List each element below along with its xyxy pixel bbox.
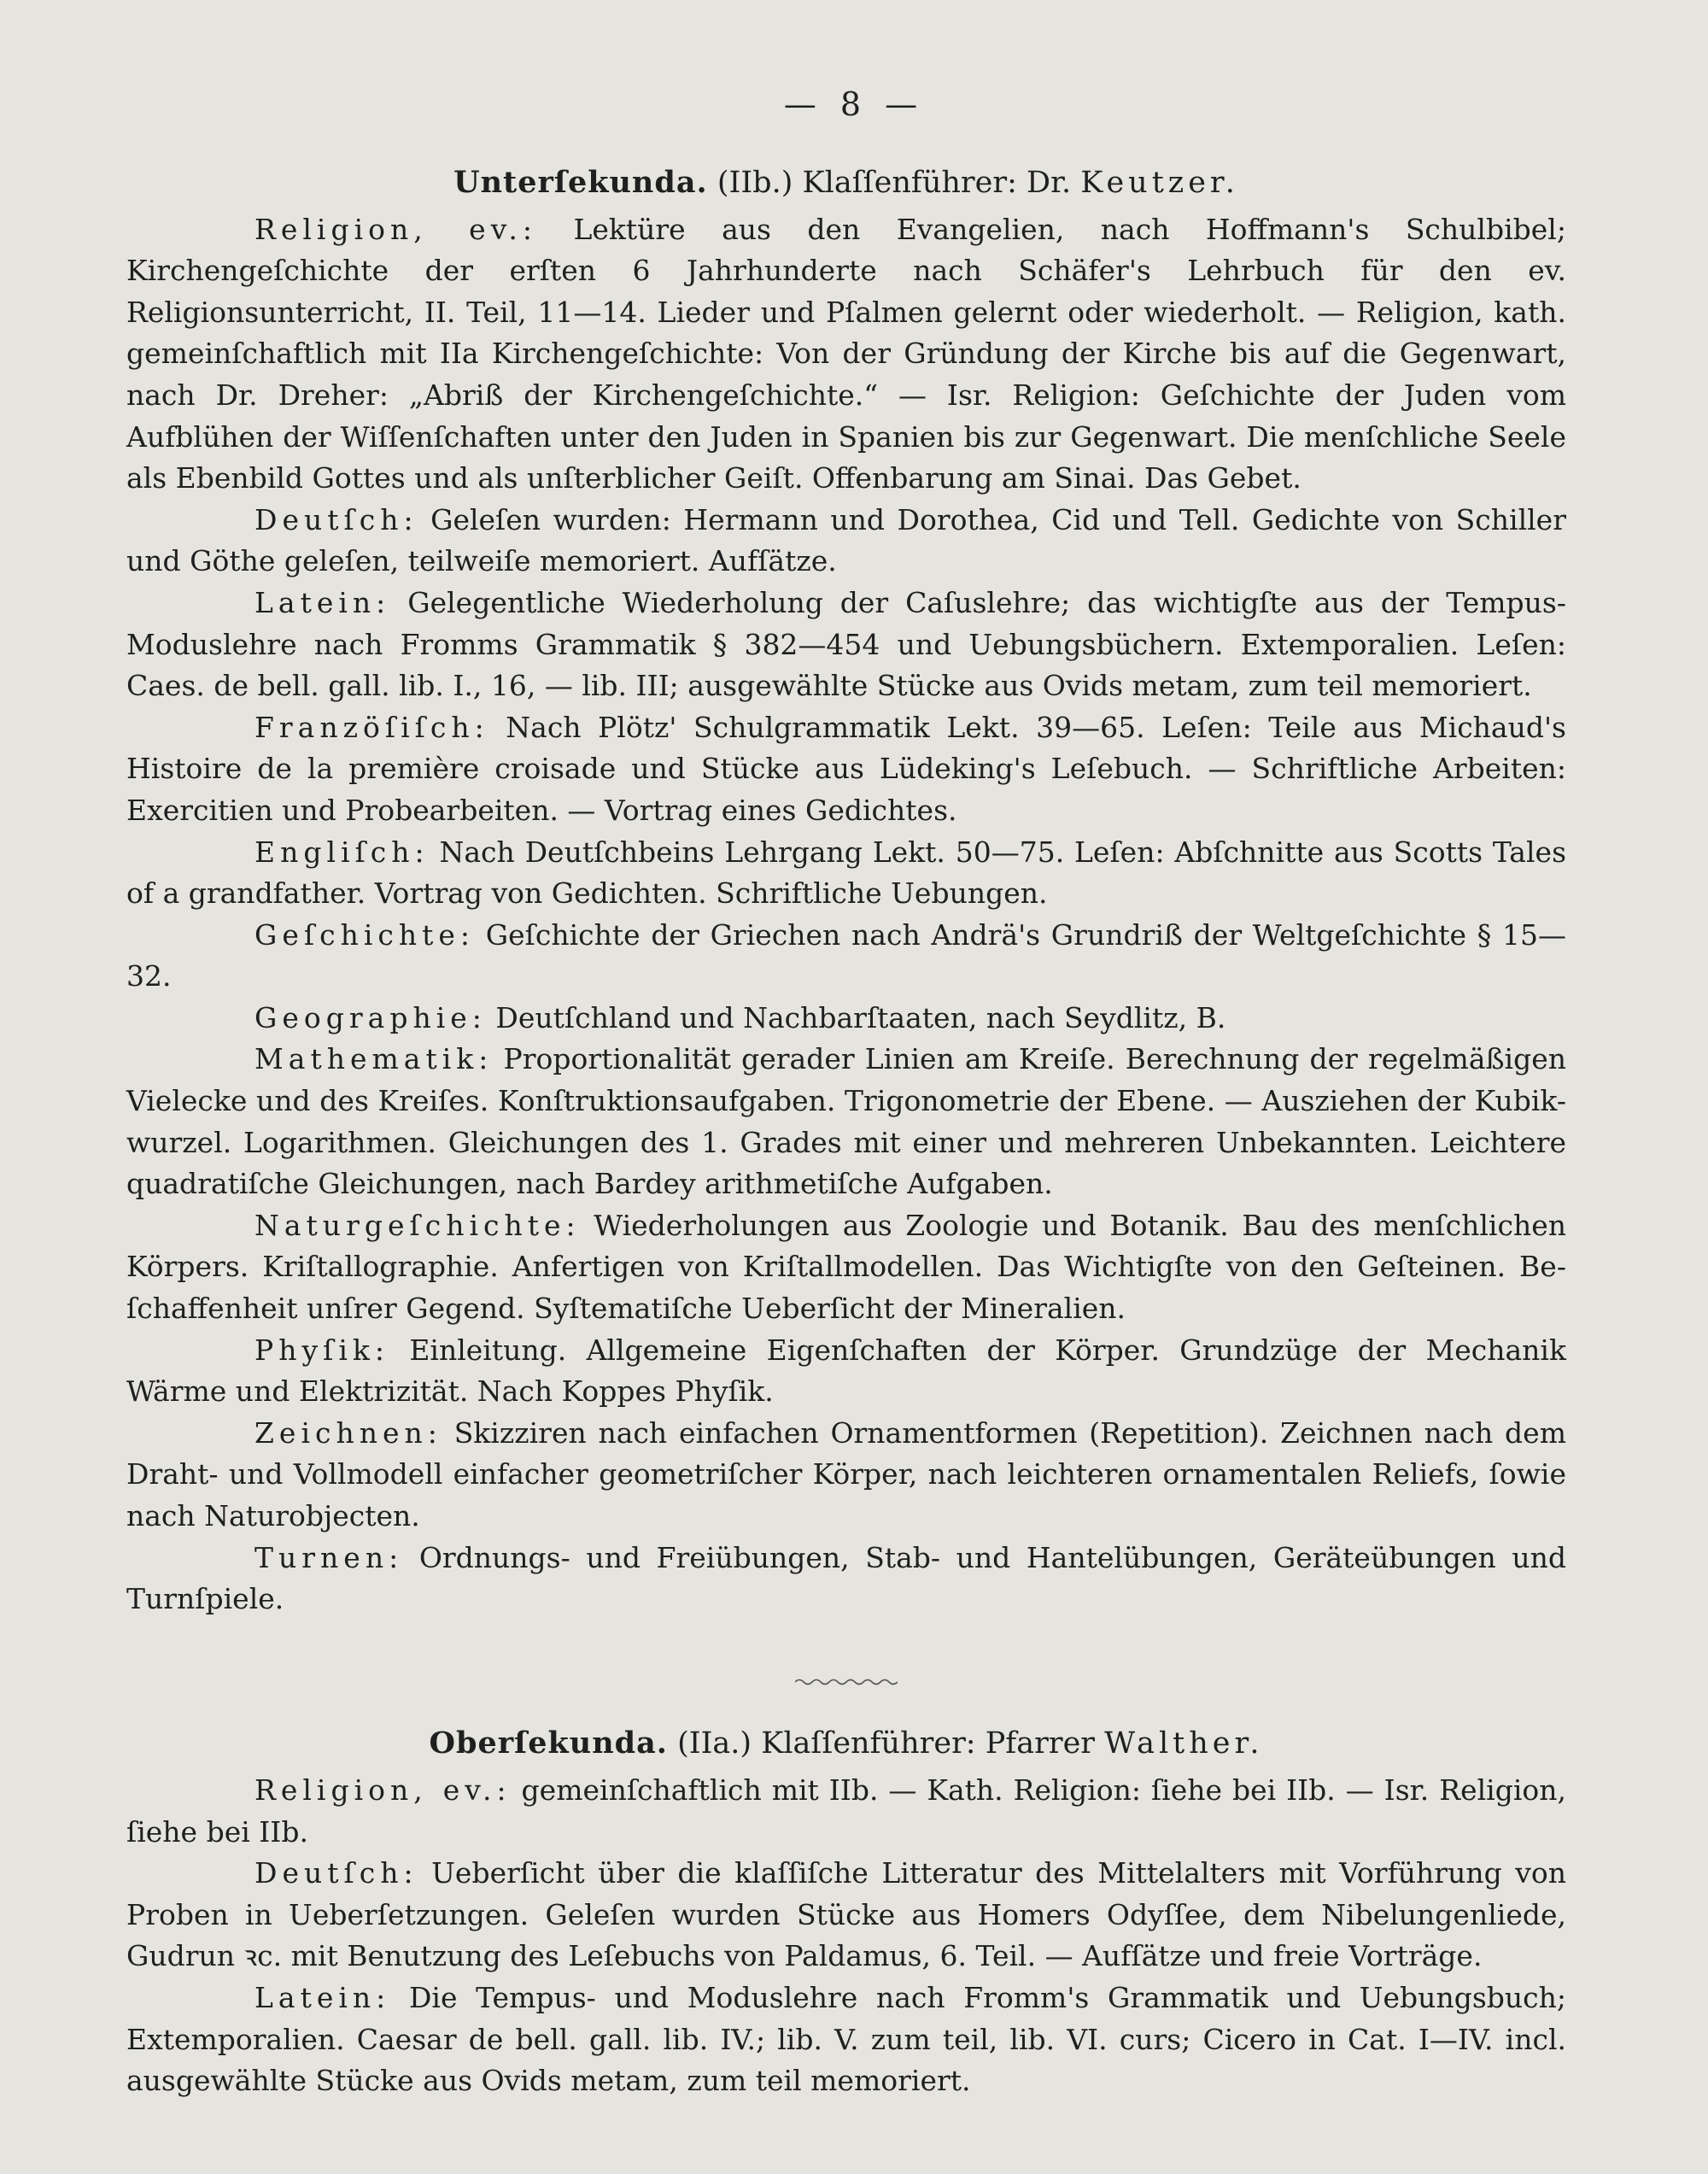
subject-text: Proportionalität gerader Linien am Kreiſe. Berechnung der regelmäßigen Vielecke und des Kreiſes. Konſtruktionsaufgaben. Trigonometrie der Ebene. — Ausziehen der Kubik- wurzel. Logarithmen. Gleichungen des 1. Grades mit einer und mehreren Unbekannten. Leichtere quadratiſche Gleichungen, nach Bardey arithmetiſche Aufgaben.: [126, 1042, 1567, 1201]
section-divider: [126, 1658, 1566, 1700]
subject-name: Franzöſiſch:: [254, 710, 489, 744]
subject-name: Geographie:: [254, 1000, 487, 1034]
subject-paragraph: [126, 500, 1566, 583]
subject-text: Wiederholungen aus Zoologie und Botanik. Bau des menſchlichen Körpers. Kriſtallographie. Anfertigen von Kriſtallmodellen. Das Wichtigſte von den Geſteinen. Be- ſchaffenheit unſrer Gegend. Syſtematiſche Ueberſicht der Mineralien.: [126, 1208, 1566, 1326]
subject-paragraph: [126, 583, 1566, 707]
subject-paragraph: [126, 1770, 1566, 1853]
wavy-divider-ornament: [795, 1676, 898, 1688]
section-obersekunda: [126, 1723, 1566, 2101]
subject-text: Gelegentliche Wiederholung der Caſuslehre; das wichtigſte aus der Tempus- Moduslehre nach Fromms Grammatik § 382—454 und Uebungsbüchern. Extemporalien. Leſen: Caes. de bell. gall. lib. I., 16, — lib. III; ausgewählte Stücke aus Ovids metam, zum teil memoriert.: [126, 585, 1566, 703]
class-leader-label: Klaſſenführer:: [802, 166, 1017, 200]
subject-text: Ueberſicht über die klaſſiſche Litteratur des Mittelalters mit Vorführung von Proben in Ueberſetzungen. Geleſen wurden Stücke aus Homers Odyſſee, dem Nibelungenliede, Gudrun ꝛc. mit Benutzung des Leſebuchs von Paldamus, 6. Teil. — Aufſätze und freie Vorträge.: [126, 1856, 1566, 1973]
subject-text: Lektüre aus den Evangelien, nach Hoffmann's Schulbibel; Kirchengeſchichte der erſten 6 Jahrhunderte nach Schäfer's Lehrbuch für den ev. Religionsunterricht, II. Teil, 11—14. Lieder und Pſalmen gelernt oder wiederholt. — Religion, kath. gemeinſchaftlich mit IIa Kirchengeſchichte: Von der Gründung der Kirche bis auf die Gegenwart, nach Dr. Dreher: „Abriß der Kirchengeſchichte.“ — Isr. Religion: Geſchichte der Juden vom Aufblühen der Wiſſenſchaften unter den Juden in Spanien bis zur Gegenwart. Die menſchliche Seele als Ebenbild Gottes und als unſterblicher Geiſt. Offenbarung am Sinai. Das Gebet.: [126, 212, 1566, 495]
subject-paragraph: [126, 707, 1566, 832]
subject-name: Turnen:: [254, 1540, 404, 1574]
subject-paragraph: [126, 1538, 1566, 1620]
subject-text: Ordnungs- und Freiübungen, Stab- und Hantelübungen, Geräteübungen und Turnſpiele.: [126, 1540, 1566, 1616]
subject-paragraph: [126, 832, 1566, 915]
subject-text: Deutſchland und Nachbarſtaaten, nach Seydlitz, B.: [495, 1000, 1226, 1034]
subject-name: Engliſch:: [254, 835, 430, 869]
class-leader-name: Keutzer.: [1080, 166, 1239, 200]
subject-text: Einleitung. Allgemeine Eigenſchaften der Körper. Grundzüge der Mechanik Wärme und Elektrizität. Nach Koppes Phyſik.: [126, 1333, 1566, 1409]
subject-text: Skizziren nach einfachen Ornamentformen (Repetition). Zeichnen nach dem Draht- und Vollmodell einfacher geometriſcher Körper, nach leichteren ornamentalen Reliefs, ſowie nach Naturobjecten.: [126, 1415, 1566, 1532]
subject-paragraph: [126, 1853, 1566, 1978]
subject-text: Nach Deutſchbeins Lehrgang Lekt. 50—75. Leſen: Abſchnitte aus Scotts Tales of a grandfather. Vortrag von Gedichten. Schriftliche Uebungen.: [126, 835, 1567, 911]
section-heading: [126, 1723, 1566, 1765]
subject-name: Zeichnen:: [254, 1415, 442, 1450]
subject-name: Latein:: [254, 585, 391, 619]
subject-paragraph: [126, 998, 1566, 1040]
subject-text: Nach Plötz' Schulgrammatik Lekt. 39—65. Leſen: Teile aus Michaud's Histoire de la première croisade und Stücke aus Lüdeking's Leſebuch. — Schriftliche Arbeiten: Exercitien und Probearbeiten. — Vortrag eines Gedichtes.: [126, 710, 1566, 827]
class-leader-name: Walther.: [1104, 1726, 1264, 1761]
subject-paragraph: [126, 1330, 1566, 1413]
subject-text: Geleſen wurden: Hermann und Dorothea, Cid und Tell. Gedichte von Schiller und Göthe geleſen, teilweiſe memoriert. Aufſätze.: [126, 502, 1566, 578]
subject-text: gemeinſchaftlich mit IIb. — Kath. Religion: ſiehe bei IIb. — Isr. Religion, ſiehe bei IIb.: [126, 1773, 1567, 1849]
subject-name: Religion, ev.:: [254, 212, 538, 246]
subject-name: Phyſik:: [254, 1333, 389, 1367]
class-code: (IIa.): [677, 1726, 752, 1761]
class-leader-label: Klaſſenführer:: [761, 1726, 976, 1761]
subject-text: Die Tempus- und Moduslehre nach Fromm's Grammatik und Uebungsbuch; Extemporalien. Caesar de bell. gall. lib. IV.; lib. V. zum teil, lib. VI. curs; Cicero in Cat. I—IV. incl. ausgewählte Stücke aus Ovids metam, zum teil memoriert.: [126, 1980, 1566, 2098]
subject-paragraph: [126, 1413, 1566, 1538]
class-leader-title: Dr.: [1027, 166, 1072, 200]
section-heading: [126, 162, 1566, 204]
class-leader-title: Pfarrer: [985, 1726, 1096, 1761]
class-name: Unterſekunda.: [453, 165, 708, 200]
subject-name: Geſchichte:: [254, 917, 476, 952]
class-name: Oberſekunda.: [429, 1726, 668, 1761]
subject-name: Religion, ev.:: [254, 1773, 512, 1807]
subject-paragraph: [126, 209, 1566, 500]
subject-paragraph: [126, 1039, 1566, 1204]
subject-paragraph: [126, 1205, 1566, 1330]
subject-text: Geſchichte der Griechen nach Andrä's Grundriß der Weltgeſchichte § 15—32.: [126, 917, 1567, 993]
subject-name: Mathematik:: [254, 1042, 494, 1076]
class-code: (IIb.): [717, 166, 793, 200]
page-content: [126, 162, 1566, 2102]
subject-paragraph: [126, 1978, 1566, 2102]
section-untersekunda: [126, 162, 1566, 1620]
subject-paragraph: [126, 915, 1566, 998]
subject-name: Deutſch:: [254, 502, 418, 536]
subject-name: Deutſch:: [254, 1856, 418, 1890]
subject-name: Naturgeſchichte:: [254, 1208, 581, 1242]
subject-name: Latein:: [254, 1980, 391, 2014]
page-number: — 8 —: [783, 85, 925, 123]
